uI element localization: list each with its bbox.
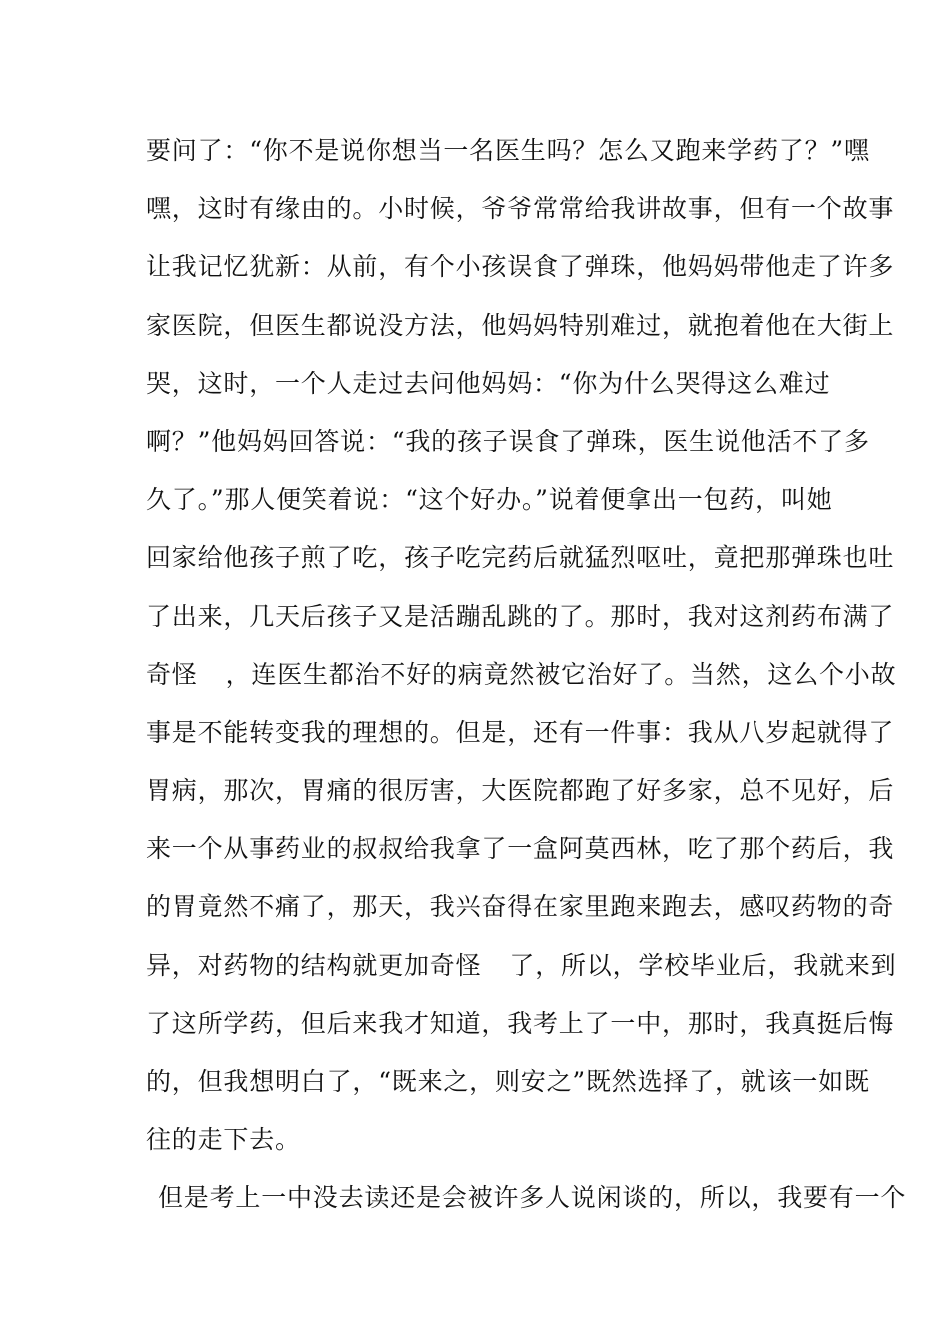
text-line: 啊？”他妈妈回答说：“我的孩子误食了弹珠，医生说他活不了多: [146, 426, 870, 456]
text-segment: 异，对药物的结构就更加奇怪: [146, 950, 482, 980]
text-segment: ，连医生都治不好的病竟然被它治好了。当然，这么个小故: [225, 659, 897, 689]
text-line: 的胃竟然不痛了，那天，我兴奋得在家里跑来跑去，感叹药物的奇: [146, 892, 895, 922]
text-line: 但是考上一中没去读还是会被许多人说闲谈的，所以，我要有一个: [158, 1183, 907, 1213]
text-line: 回家给他孩子煎了吃，孩子吃完药后就猛烈呕吐，竟把那弹珠也吐: [146, 543, 895, 573]
body-text: [146, 129, 907, 1235]
text-segment: 奇怪: [146, 659, 198, 689]
text-line: 的，但我想明白了，“既来之，则安之”既然选择了，就该一如既: [146, 1067, 870, 1096]
text-line: [146, 653, 897, 711]
text-line: [146, 944, 897, 1002]
text-line: 嘿，这时有缘由的。小时候，爷爷常常给我讲故事，但有一个故事: [146, 194, 895, 224]
text-line: 往的走下去。: [146, 1125, 301, 1155]
text-line: 来一个从事药业的叔叔给我拿了一盒阿莫西林，吃了那个药后，我: [146, 834, 895, 864]
text-segment: 了，所以，学校毕业后，我就来到: [509, 950, 897, 980]
text-line: 胃病，那次，胃痛的很厉害，大医院都跑了好多家，总不见好，后: [146, 776, 895, 806]
text-line: 让我记忆犹新：从前，有个小孩误食了弹珠，他妈妈带他走了许多: [146, 252, 895, 282]
text-line: 事是不能转变我的理想的。但是，还有一件事：我从八岁起就得了: [146, 717, 895, 747]
text-line: 了这所学药，但后来我才知道，我考上了一中，那时，我真挺后悔: [146, 1008, 895, 1038]
text-line: 了出来，几天后孩子又是活蹦乱跳的了。那时，我对这剂药布满了: [146, 601, 895, 631]
text-line: 久了。”那人便笑着说：“这个好办。”说着便拿出一包药，叫她: [146, 485, 833, 515]
text-line: 家医院，但医生都说没方法，他妈妈特别难过，就抱着他在大街上: [146, 310, 895, 340]
text-line: 哭，这时，一个人走过去问他妈妈：“你为什么哭得这么难过: [146, 368, 831, 398]
text-line: 要问了：“你不是说你想当一名医生吗？怎么又跑来学药了？”嘿: [146, 136, 870, 165]
